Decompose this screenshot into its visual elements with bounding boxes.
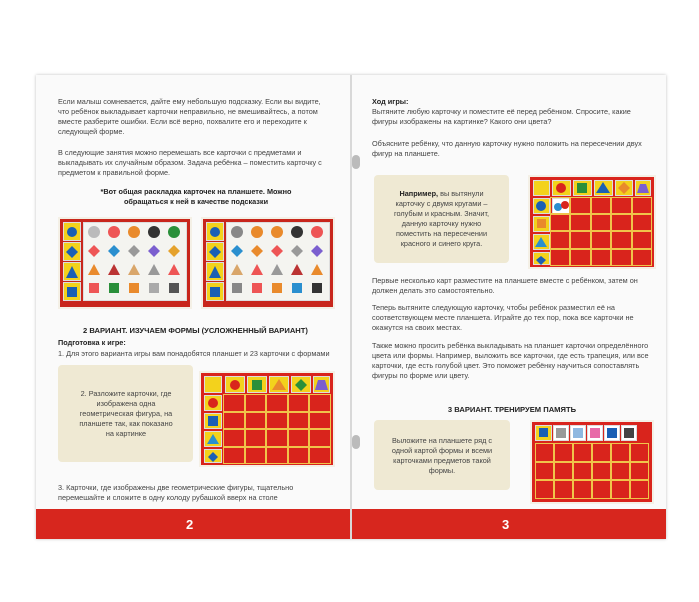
board-cell bbox=[630, 480, 649, 499]
board-cell bbox=[591, 249, 611, 266]
board-cell bbox=[266, 429, 288, 447]
board-cell bbox=[611, 231, 631, 248]
board-cell bbox=[632, 214, 652, 231]
board-cell bbox=[223, 412, 245, 430]
right-page bbox=[352, 75, 666, 539]
square-card bbox=[247, 376, 267, 393]
board-cell bbox=[309, 447, 331, 465]
triangle-card bbox=[206, 262, 224, 281]
row-triangle-card bbox=[204, 431, 222, 447]
left-page bbox=[36, 75, 350, 539]
board-cell bbox=[554, 443, 573, 462]
board-cell bbox=[223, 447, 245, 465]
board-cell bbox=[591, 214, 611, 231]
random-placement-paragraph: В следующие занятия можно перемешать все карточки с предметами и выкладывать их случайным образом. Задача ребёнка – поместить карточку с предметом к правильной форме. bbox=[58, 148, 322, 177]
variant-3-heading: 3 ВАРИАНТ. ТРЕНИРУЕМ ПАМЯТЬ bbox=[447, 405, 577, 414]
board-cell bbox=[570, 197, 590, 214]
forms-board bbox=[199, 371, 335, 467]
board-cell bbox=[570, 231, 590, 248]
board-cell bbox=[611, 214, 631, 231]
board-cell bbox=[288, 447, 310, 465]
board-cell bbox=[573, 480, 592, 499]
right-footer bbox=[352, 509, 666, 539]
board-cell bbox=[245, 394, 267, 412]
board-cell bbox=[245, 447, 267, 465]
board-cell bbox=[630, 462, 649, 481]
board-cell bbox=[630, 443, 649, 462]
example-text bbox=[384, 189, 499, 249]
page-number-3: 3 bbox=[502, 517, 510, 532]
board-cell bbox=[591, 197, 611, 214]
board-cell bbox=[592, 480, 611, 499]
board-cell bbox=[611, 249, 631, 266]
example-box bbox=[374, 175, 509, 263]
rhombus-card bbox=[615, 180, 633, 196]
square-card bbox=[63, 282, 81, 301]
row-square-card bbox=[204, 413, 222, 429]
row-rhombus-card bbox=[204, 449, 222, 463]
circle-card bbox=[206, 222, 224, 241]
course-text: Вытяните любую карточку и поместите её перед ребёнком. Спросите, какие фигуры изображены на картинке? Какого они цвета? bbox=[372, 107, 631, 126]
memory-box bbox=[374, 420, 510, 490]
rhombus-card bbox=[206, 242, 224, 261]
instruction-box-text: 2. Разложите карточки, где изображена одна геометрическая фигура, на планшете так, как показано на картинке bbox=[79, 389, 173, 438]
board-cell bbox=[223, 429, 245, 447]
board-cell bbox=[554, 462, 573, 481]
layout-board-left bbox=[58, 217, 192, 309]
corner-card bbox=[533, 180, 550, 196]
trapezoid-card bbox=[313, 376, 330, 393]
board-cell bbox=[611, 480, 630, 499]
next-card-text: Теперь вытяните следующую карточку, чтобы ребёнок разместил её на соответствующем месте планшета. Играйте до тех пор, пока все карточки не окажутся на своих местах. bbox=[372, 303, 634, 332]
board-cell bbox=[288, 394, 310, 412]
page-number-2: 2 bbox=[186, 517, 194, 532]
booklet bbox=[36, 75, 666, 539]
board-cell bbox=[535, 443, 554, 462]
prep-label: Подготовка к игре: bbox=[58, 338, 126, 347]
memory-box-text: Выложите на планшете ряд с одной картой формы и всеми карточками предметов такой формы. bbox=[391, 436, 493, 475]
board-cell bbox=[266, 394, 288, 412]
triangle-card bbox=[269, 376, 289, 393]
circle-card bbox=[63, 222, 81, 241]
left-footer bbox=[36, 509, 350, 539]
board-cell bbox=[550, 249, 570, 266]
intro-paragraph: Если малыш сомневается, дайте ему небольшую подсказку. Если вы видите, что ребёнок выкладывает карточки неправильно, не вмешивайтесь, а потом вместе разберите ошибки. Если всё верно, похвалите его и переходите к следующей форме. bbox=[58, 97, 321, 136]
binding-ring bbox=[352, 155, 360, 169]
course-label: Ход игры: bbox=[372, 97, 409, 106]
square-card bbox=[206, 282, 224, 301]
board-cell bbox=[570, 214, 590, 231]
board-cell bbox=[550, 197, 570, 214]
circle-card bbox=[552, 180, 571, 196]
step-3: 3. Карточки, где изображены две геометрические фигуры, тщательно перемешайте и сложите в одну колоду рубашкой вверх на столе bbox=[58, 483, 294, 502]
board-cell bbox=[288, 412, 310, 430]
also-text: Также можно просить ребёнка выкладывать на планшет карточки определённого цвета или формы. Например, выложить все карточки, где есть трапеция, или все карточки, где есть голубой цвет. Это поможет ребёнку научиться сопоставлять фигуры по форме или цвету. bbox=[372, 341, 649, 380]
step-1: 1. Для этого варианта игры вам понадобятся планшет и 23 карточки с формами bbox=[58, 349, 330, 358]
board-cell bbox=[550, 231, 570, 248]
board-cell bbox=[573, 443, 592, 462]
board-cell bbox=[632, 197, 652, 214]
row-circle-card bbox=[204, 395, 222, 411]
board-cell bbox=[266, 412, 288, 430]
board-cell bbox=[309, 429, 331, 447]
rhombus-card bbox=[63, 242, 81, 261]
row-square-card bbox=[533, 216, 550, 232]
board-cell bbox=[611, 197, 631, 214]
board-cell bbox=[573, 462, 592, 481]
board-cell bbox=[309, 394, 331, 412]
layout-caption: *Вот общая раскладка карточек на планшете. Можно обращаться к ней в качестве подсказки bbox=[100, 187, 292, 206]
first-cards-text: Первые несколько карт разместите на планшете вместе с ребёнком, затем он должен делать это самостоятельно. bbox=[372, 276, 638, 295]
object-card bbox=[587, 425, 603, 441]
board-cell bbox=[592, 443, 611, 462]
square-card bbox=[573, 180, 592, 196]
board-cell bbox=[266, 447, 288, 465]
board-cell bbox=[223, 394, 245, 412]
board-cell bbox=[535, 480, 554, 499]
example-body: вы вытянули карточку с двумя кругами – голубым и красным. Значит, данную карточку нужно поместить на пересечении красного и синего круга. bbox=[393, 189, 490, 248]
object-cards-grid bbox=[226, 222, 330, 301]
object-card bbox=[570, 425, 586, 441]
variant-2-heading: 2 ВАРИАНТ. ИЗУЧАЕМ ФОРМЫ (УСЛОЖНЕННЫЙ ВАРИАНТ) bbox=[83, 326, 308, 335]
object-cards-grid bbox=[83, 222, 187, 301]
example-board bbox=[528, 175, 656, 269]
board-cell bbox=[245, 412, 267, 430]
object-card bbox=[621, 425, 637, 441]
row-triangle-card bbox=[533, 234, 550, 250]
board-cell bbox=[554, 480, 573, 499]
circle-card bbox=[225, 376, 245, 393]
board-cell bbox=[245, 429, 267, 447]
rhombus-card bbox=[291, 376, 311, 393]
instruction-box bbox=[58, 365, 193, 462]
board-cell bbox=[570, 249, 590, 266]
trapezoid-card bbox=[635, 180, 651, 196]
board-cell bbox=[288, 429, 310, 447]
layout-board-right bbox=[201, 217, 335, 309]
binding-ring bbox=[352, 435, 360, 449]
board-cell bbox=[632, 231, 652, 248]
board-cell bbox=[309, 412, 331, 430]
row-rhombus-card bbox=[533, 252, 550, 265]
square-card bbox=[535, 425, 552, 441]
board-cell bbox=[611, 443, 630, 462]
memory-board bbox=[530, 420, 654, 504]
board-cell bbox=[632, 249, 652, 266]
object-card bbox=[553, 425, 569, 441]
object-card bbox=[604, 425, 620, 441]
triangle-card bbox=[594, 180, 613, 196]
board-cell bbox=[591, 231, 611, 248]
board-cell bbox=[550, 214, 570, 231]
triangle-card bbox=[63, 262, 81, 281]
board-cell bbox=[611, 462, 630, 481]
board-cell bbox=[592, 462, 611, 481]
example-bold: Например, bbox=[399, 189, 439, 198]
row-circle-card bbox=[533, 198, 550, 214]
corner-card bbox=[204, 376, 222, 393]
explain-text: Объясните ребёнку, что данную карточку нужно положить на пересечении двух фигур на планшете. bbox=[372, 139, 642, 158]
board-cell bbox=[535, 462, 554, 481]
